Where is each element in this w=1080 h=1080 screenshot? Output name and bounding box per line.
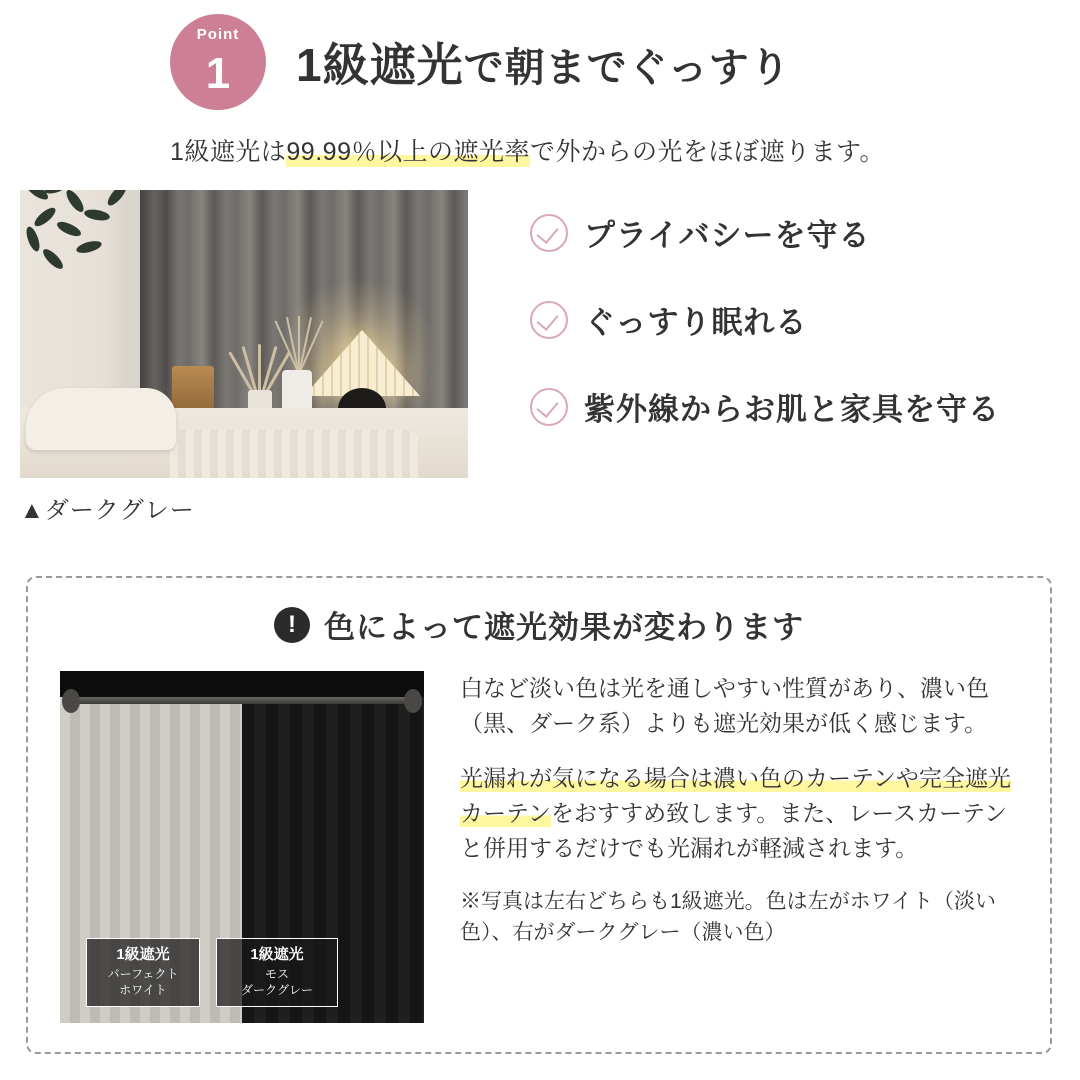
comparison-tag-left — [86, 938, 200, 1007]
curtain-rod — [70, 697, 414, 704]
header — [0, 0, 1080, 110]
photo-lamp-shade — [304, 330, 420, 396]
photo-plant — [20, 190, 144, 300]
headline-strong: 1級遮光 — [296, 39, 464, 91]
check-circle-icon — [530, 301, 568, 339]
tag-right-line1: 1級遮光 — [250, 946, 304, 964]
subheadline-highlight: 99.99％以上の遮光率 — [286, 138, 530, 166]
photo-pillow — [26, 388, 176, 450]
feature-label: ぐっすり眠れる — [584, 305, 808, 340]
notice-title-row — [28, 602, 1050, 647]
notice-paragraph-2-rest: をおすすめ致します。また、レースカーテンと併用するだけでも光漏れが軽減されます。 — [460, 799, 1007, 861]
curtain-finial-left — [62, 689, 80, 713]
notice-paragraph-2-highlight: 光漏れが気になる場合は濃い色のカーテンや完全遮光カーテン — [460, 764, 1011, 826]
feature-list — [530, 190, 1000, 525]
headline-rest: で朝までぐっすり — [463, 46, 791, 90]
page-title — [296, 29, 791, 95]
notice-body — [28, 671, 1050, 1023]
tag-left-line3: ホワイト — [119, 982, 167, 997]
main-content — [0, 190, 1080, 525]
point-number: 1 — [205, 49, 231, 98]
curtain-finial-right — [404, 689, 422, 713]
notice-text — [460, 671, 1020, 1023]
tag-right-line2: モス — [264, 966, 289, 981]
subheadline-post: で外からの光をほぼ遮ります。 — [529, 138, 885, 166]
photo-blanket — [170, 430, 420, 478]
feature-label: 紫外線からお肌と家具を守る — [584, 392, 1000, 427]
point-label: Point — [196, 26, 240, 43]
tag-right-line3: ダークグレー — [240, 982, 313, 997]
photo-diffuser-sticks — [278, 314, 320, 374]
check-circle-icon — [530, 388, 568, 426]
notice-footnote: ※写真は左右どちらも1級遮光。色は左がホワイト（淡い色）、右がダークグレー（濃い色） — [460, 889, 997, 945]
photo-caption: ▲ダークグレー — [20, 497, 195, 524]
comparison-tag-right — [216, 938, 338, 1007]
point-badge — [170, 14, 266, 110]
comparison-photo — [60, 671, 424, 1023]
feature-item — [530, 384, 1000, 429]
subheadline — [170, 132, 1080, 168]
feature-label: プライバシーを守る — [584, 218, 871, 253]
room-photo — [20, 190, 468, 478]
feature-item — [530, 297, 1000, 342]
subheadline-pre: 1級遮光は — [170, 138, 287, 166]
notice-title: 色によって遮光効果が変わります — [324, 610, 804, 645]
check-circle-icon — [530, 214, 568, 252]
comparison-ceiling — [60, 671, 424, 697]
exclamation-icon: ! — [274, 607, 310, 643]
feature-item — [530, 210, 1000, 255]
tag-left-line2: パーフェクト — [107, 966, 179, 981]
notice-paragraph-1: 白など淡い色は光を通しやすい性質があり、濃い色（黒、ダーク系）よりも遮光効果が低く感じます。 — [460, 675, 989, 736]
photo-column — [20, 190, 468, 525]
notice-box — [26, 576, 1052, 1054]
notice-paragraph-2 — [460, 761, 1020, 866]
tag-left-line1: 1級遮光 — [116, 946, 170, 964]
